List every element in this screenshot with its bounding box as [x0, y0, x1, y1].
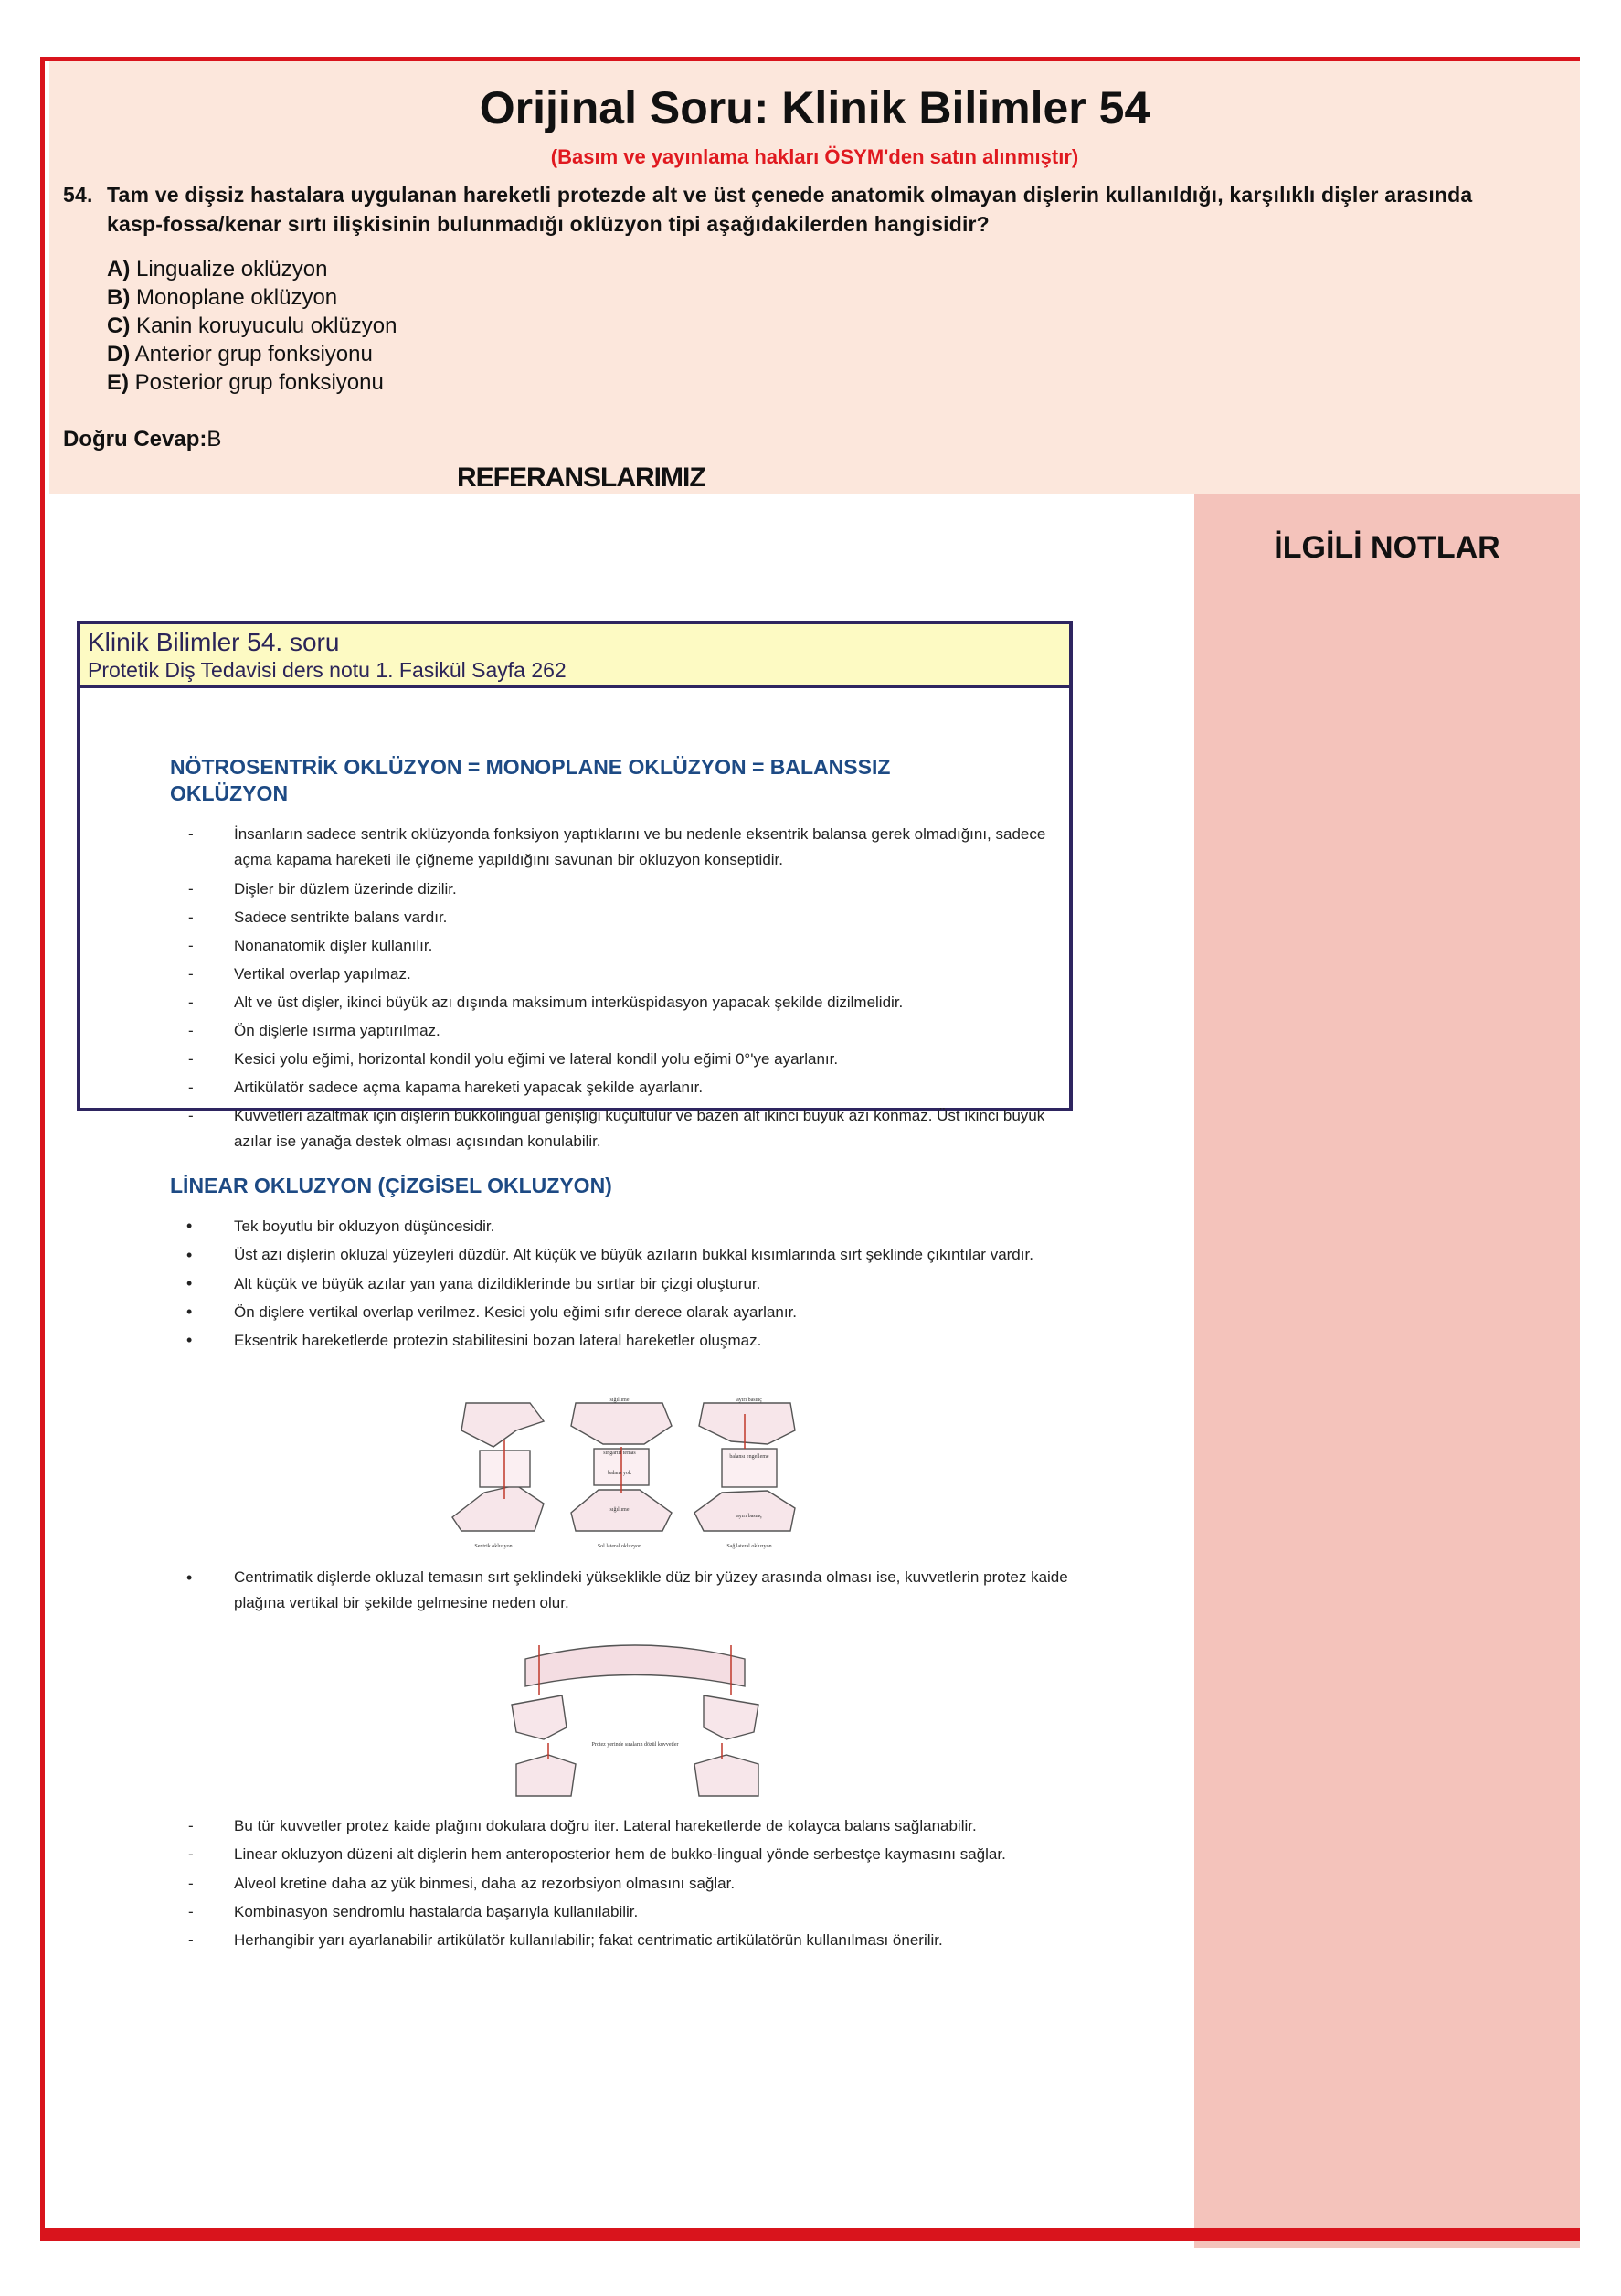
list-item: - Bu tür kuvvetler protez kaide plağını dokulara doğru iter. Lateral hareketlerde de kolayca balans sağlanabilir. [170, 1812, 1075, 1840]
svg-text:ayırı basınç: ayırı basınç [736, 1398, 762, 1403]
list-item: - Vertikal overlap yapılmaz. [170, 960, 1075, 988]
copyright-note: (Basım ve yayınlama hakları ÖSYM'den satın alınmıştır) [550, 145, 1079, 168]
list-item: - Alt ve üst dişler, ikinci büyük azı dışında maksimum interküspidasyon yapacak şekilde dizilmelidir. [170, 988, 1075, 1016]
correct-answer: Doğru Cevap:B [63, 427, 222, 452]
notes-title: İLGİLİ NOTLAR [1274, 530, 1500, 565]
list-item: - Alveol kretine daha az yük binmesi, daha az rezorbsiyon olmasını sağlar. [170, 1869, 1075, 1897]
svg-text:ayırı basınç: ayırı basınç [736, 1514, 762, 1519]
question-panel [49, 61, 1580, 494]
list-item: • Üst azı dişlerin okluzal yüzeyleri düzdür. Alt küçük ve büyük azıların bukkal kısımlarında sırt şeklinde çıkıntılar vardır. [170, 1240, 1075, 1270]
list-item: - Artikülatör sadece açma kapama hareketi yapacak şekilde ayarlanır. [170, 1073, 1075, 1101]
list-item: • Eksentrik hareketlerde protezin stabilitesini bozan lateral hareketler oluşmaz. [170, 1326, 1075, 1355]
question-block [63, 180, 1525, 239]
occlusion-figure [429, 1394, 813, 1558]
list-item: • Tek boyutlu bir okluzyon düşüncesidir. [170, 1212, 1075, 1240]
list-item: - Kesici yolu eğimi, horizontal kondil yolu eğimi ve lateral kondil yolu eğimi 0°'ye ayarlanır. [170, 1045, 1075, 1073]
list-item: - Sadece sentrikte balans vardır. [170, 903, 1075, 931]
option-c: C) Kanin koruyuculu oklüzyon [107, 314, 397, 338]
question-number: 54. [63, 183, 93, 207]
section-title-monoplane: NÖTROSENTRİK OKLÜZYON = MONOPLANE OKLÜZYON = BALANSSIZ OKLÜZYON [170, 755, 891, 805]
monoplane-list [170, 820, 1075, 1156]
svg-text:Sol lateral okluzyon: Sol lateral okluzyon [597, 1544, 642, 1549]
notes-column [1194, 494, 1580, 2248]
question-text: Tam ve dişsiz hastalara uygulanan hareketli protezde alt ve üst çenede anatomik olmayan dişlerin kullanıldığı, karşılıklı dişler arasında kasp-fossa/kenar sırtı ilişkisinin bulunmadığı oklüzyon tipi aşağıdakilerden hangisidir? [107, 183, 1473, 236]
svg-text:Sentrik okluzyon: Sentrik okluzyon [474, 1544, 513, 1549]
upper-tooth-shape [461, 1403, 544, 1447]
page-title: Orijinal Soru: Klinik Bilimler 54 [479, 82, 1150, 133]
list-item: • Centrimatik dişlerde okluzal temasın sırt şeklindeki yükseklikle düz bir yüzey arasında olması ise, kuvvetlerin protez kaide plağına vertikal bir şekilde gelmesine neden olur. [170, 1563, 1075, 1618]
options-list [107, 255, 397, 397]
bottom-bar [40, 2228, 1580, 2241]
references-title: REFERANSLARIMIZ [457, 462, 705, 493]
lower-tooth-shape [452, 1485, 544, 1531]
list-item: - Nonanatomik dişler kullanılır. [170, 931, 1075, 960]
list-item: - Kuvvetleri azaltmak için dişlerin bukkolingual genişliği küçültülür ve bazen alt ikinci büyük azı konmaz. Üst ikinci büyük azılar ise yanağa destek olması açısından konulabilir. [170, 1101, 1075, 1156]
section-title-linear: LİNEAR OKLUZYON (ÇİZGİSEL OKLUZYON) [170, 1174, 612, 1197]
figure-label: sığıllıme [609, 1398, 630, 1403]
figure-caption: Protez yerinde sıraların dözül kuvvetler [591, 1742, 679, 1748]
linear-benefits-list [170, 1812, 1075, 1954]
denture-base-shape [525, 1645, 745, 1686]
list-item: - Herhangibir yarı ayarlanabilir artikülatör kullanılabilir; fakat centrimatic artikülatörün kullanılması önerilir. [170, 1926, 1075, 1954]
list-item: • Ön dişlere vertikal overlap verilmez. Kesici yolu eğimi sıfır derece olarak ayarlanır. [170, 1298, 1075, 1326]
list-item: • Alt küçük ve büyük azılar yan yana dizildiklerinde bu sırtlar bir çizgi oluşturur. [170, 1270, 1075, 1298]
svg-text:sıngartif temas: sıngartif temas [603, 1451, 636, 1456]
reference-box-source: Protetik Diş Tedavisi ders notu 1. Fasikül Sayfa 262 [88, 658, 567, 682]
svg-text:balansı engelleme: balansı engelleme [729, 1454, 769, 1460]
option-e: E) Posterior grup fonksiyonu [107, 370, 384, 395]
linear-list [170, 1212, 1075, 1355]
list-item: - Dişler bir düzlem üzerinde dizilir. [170, 875, 1075, 903]
list-item: - Ön dişlerle ısırma yaptırılmaz. [170, 1016, 1075, 1045]
force-diagram [498, 1641, 772, 1805]
list-item: - İnsanların sadece sentrik oklüzyonda fonksiyon yaptıklarını ve bu nedenle eksentrik balansa gerek olmadığını, sadece açma kapama hareketi ile çiğneme yapıldığını savunan bir okluzyon konseptidir. [170, 820, 1075, 875]
reference-box-title: Klinik Bilimler 54. soru [88, 628, 340, 656]
list-item: - Kombinasyon sendromlu hastalarda başarıyla kullanılabilir. [170, 1897, 1075, 1926]
list-item: - Linear okluzyon düzeni alt dişlerin hem anteroposterior hem de bukko-lingual yönde serbestçe kaymasını sağlar. [170, 1840, 1075, 1869]
reference-box-header [80, 624, 1069, 688]
svg-text:sığıllıme: sığıllıme [609, 1507, 630, 1513]
option-b: B) Monoplane oklüzyon [107, 285, 338, 310]
svg-text:Sağ lateral okluzyon: Sağ lateral okluzyon [726, 1544, 772, 1549]
option-d: D) Anterior grup fonksiyonu [107, 342, 373, 367]
svg-text:balans yok: balans yok [608, 1471, 631, 1476]
linear-extra-list [170, 1563, 1075, 1618]
option-a: A) Lingualize oklüzyon [107, 257, 328, 282]
